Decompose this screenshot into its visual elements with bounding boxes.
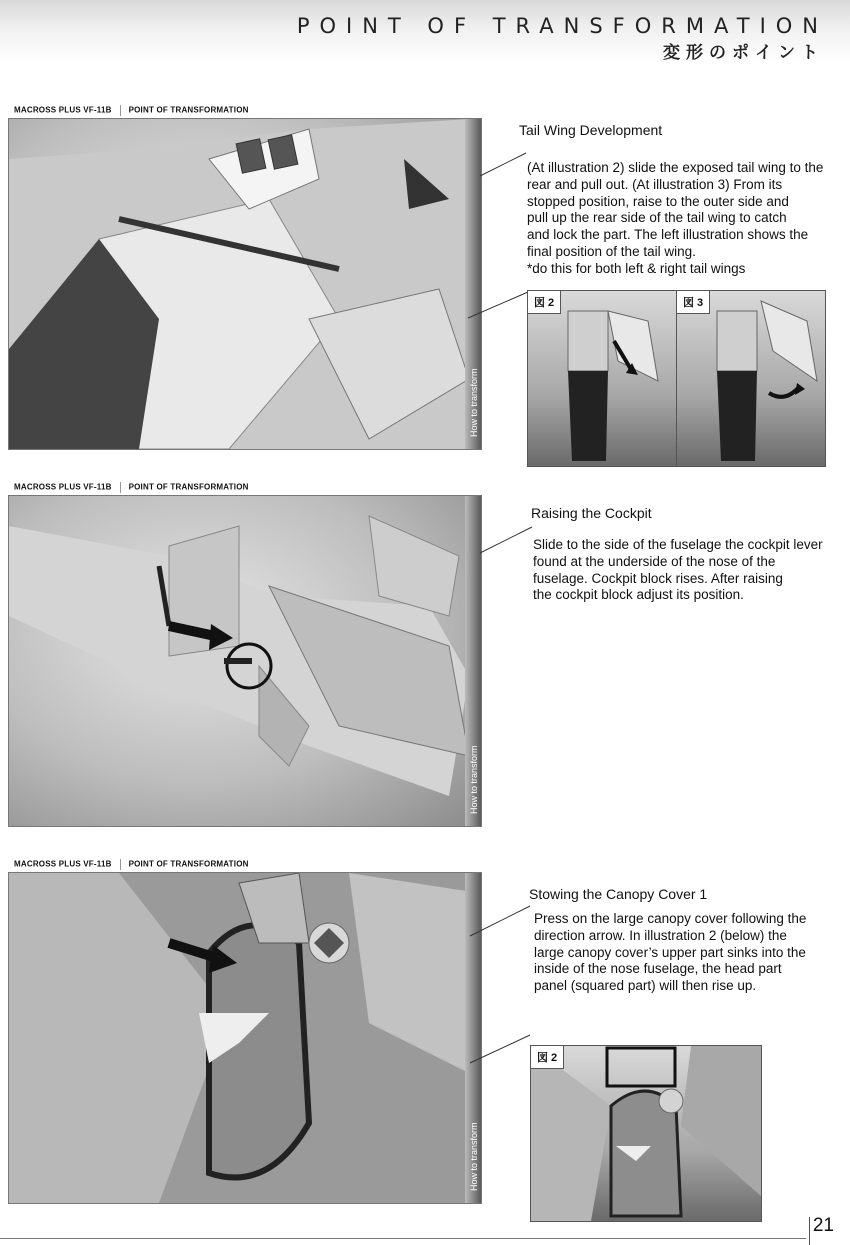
page-title: POINT OF TRANSFORMATION [296,14,828,38]
figure-label: 図 2 [528,291,561,314]
figure-2-canopy-illustration [531,1046,761,1221]
callout-line [468,903,532,939]
section-title: Tail Wing Development [519,122,663,138]
page-number: 21 [812,1215,834,1236]
section-1-tab [14,105,249,116]
side-label: How to transform [469,745,479,814]
figure-label: 図 3 [677,291,710,314]
cockpit-illustration [9,496,481,826]
canopy-illustration [9,873,481,1203]
section-body: (At illustration 2) slide the exposed tail wing to the rear and pull out. (At illustration 3) From its stopped position, raise to the outer side and pull up the rear side of the tail wing to catch and lock the part. The left illustration shows the final position of the tail wing. *do this for both left & right tail wings [527,160,824,276]
callout-line [478,150,528,180]
section-title: Stowing the Canopy Cover 1 [529,886,708,902]
tail-wing-photo [8,118,482,450]
side-label: How to transform [469,368,479,437]
tab-product: MACROSS PLUS VF-11B [14,482,112,492]
section-body: Press on the large canopy cover following the direction arrow. In illustration 2 (below) the large canopy cover’s upper part sinks into the inside of the nose fuselage, the head part panel (squared part) will then rise up. [534,911,807,994]
callout-line [468,1032,532,1066]
figure-2-photo [527,290,677,467]
tab-label: POINT OF TRANSFORMATION [128,859,249,869]
page-subtitle: 変形のポイント [663,43,824,63]
section-3-tab [14,859,249,870]
section-2-tab [14,482,249,493]
tab-label: POINT OF TRANSFORMATION [128,105,249,115]
figure-3-illustration [677,291,825,466]
figure-3-photo [676,290,826,467]
tab-label: POINT OF TRANSFORMATION [128,482,249,492]
section-body: Slide to the side of the fuselage the cockpit lever found at the underside of the nose of the fuselage. Cockpit block rises. After raising the cockpit block adjust its position. [533,537,823,603]
tail-wing-illustration [9,119,481,449]
footer-rule [0,1238,806,1239]
section-title: Raising the Cockpit [531,505,652,521]
figure-label: 図 2 [531,1046,564,1069]
figure-2-illustration [528,291,676,466]
tab-product: MACROSS PLUS VF-11B [14,859,112,869]
figure-2-canopy-photo [530,1045,762,1222]
callout-line [478,524,534,556]
page-number-divider [809,1217,810,1245]
canopy-photo [8,872,482,1204]
callout-line [466,290,530,320]
tab-product: MACROSS PLUS VF-11B [14,105,112,115]
side-label: How to transform [469,1122,479,1191]
cockpit-photo [8,495,482,827]
